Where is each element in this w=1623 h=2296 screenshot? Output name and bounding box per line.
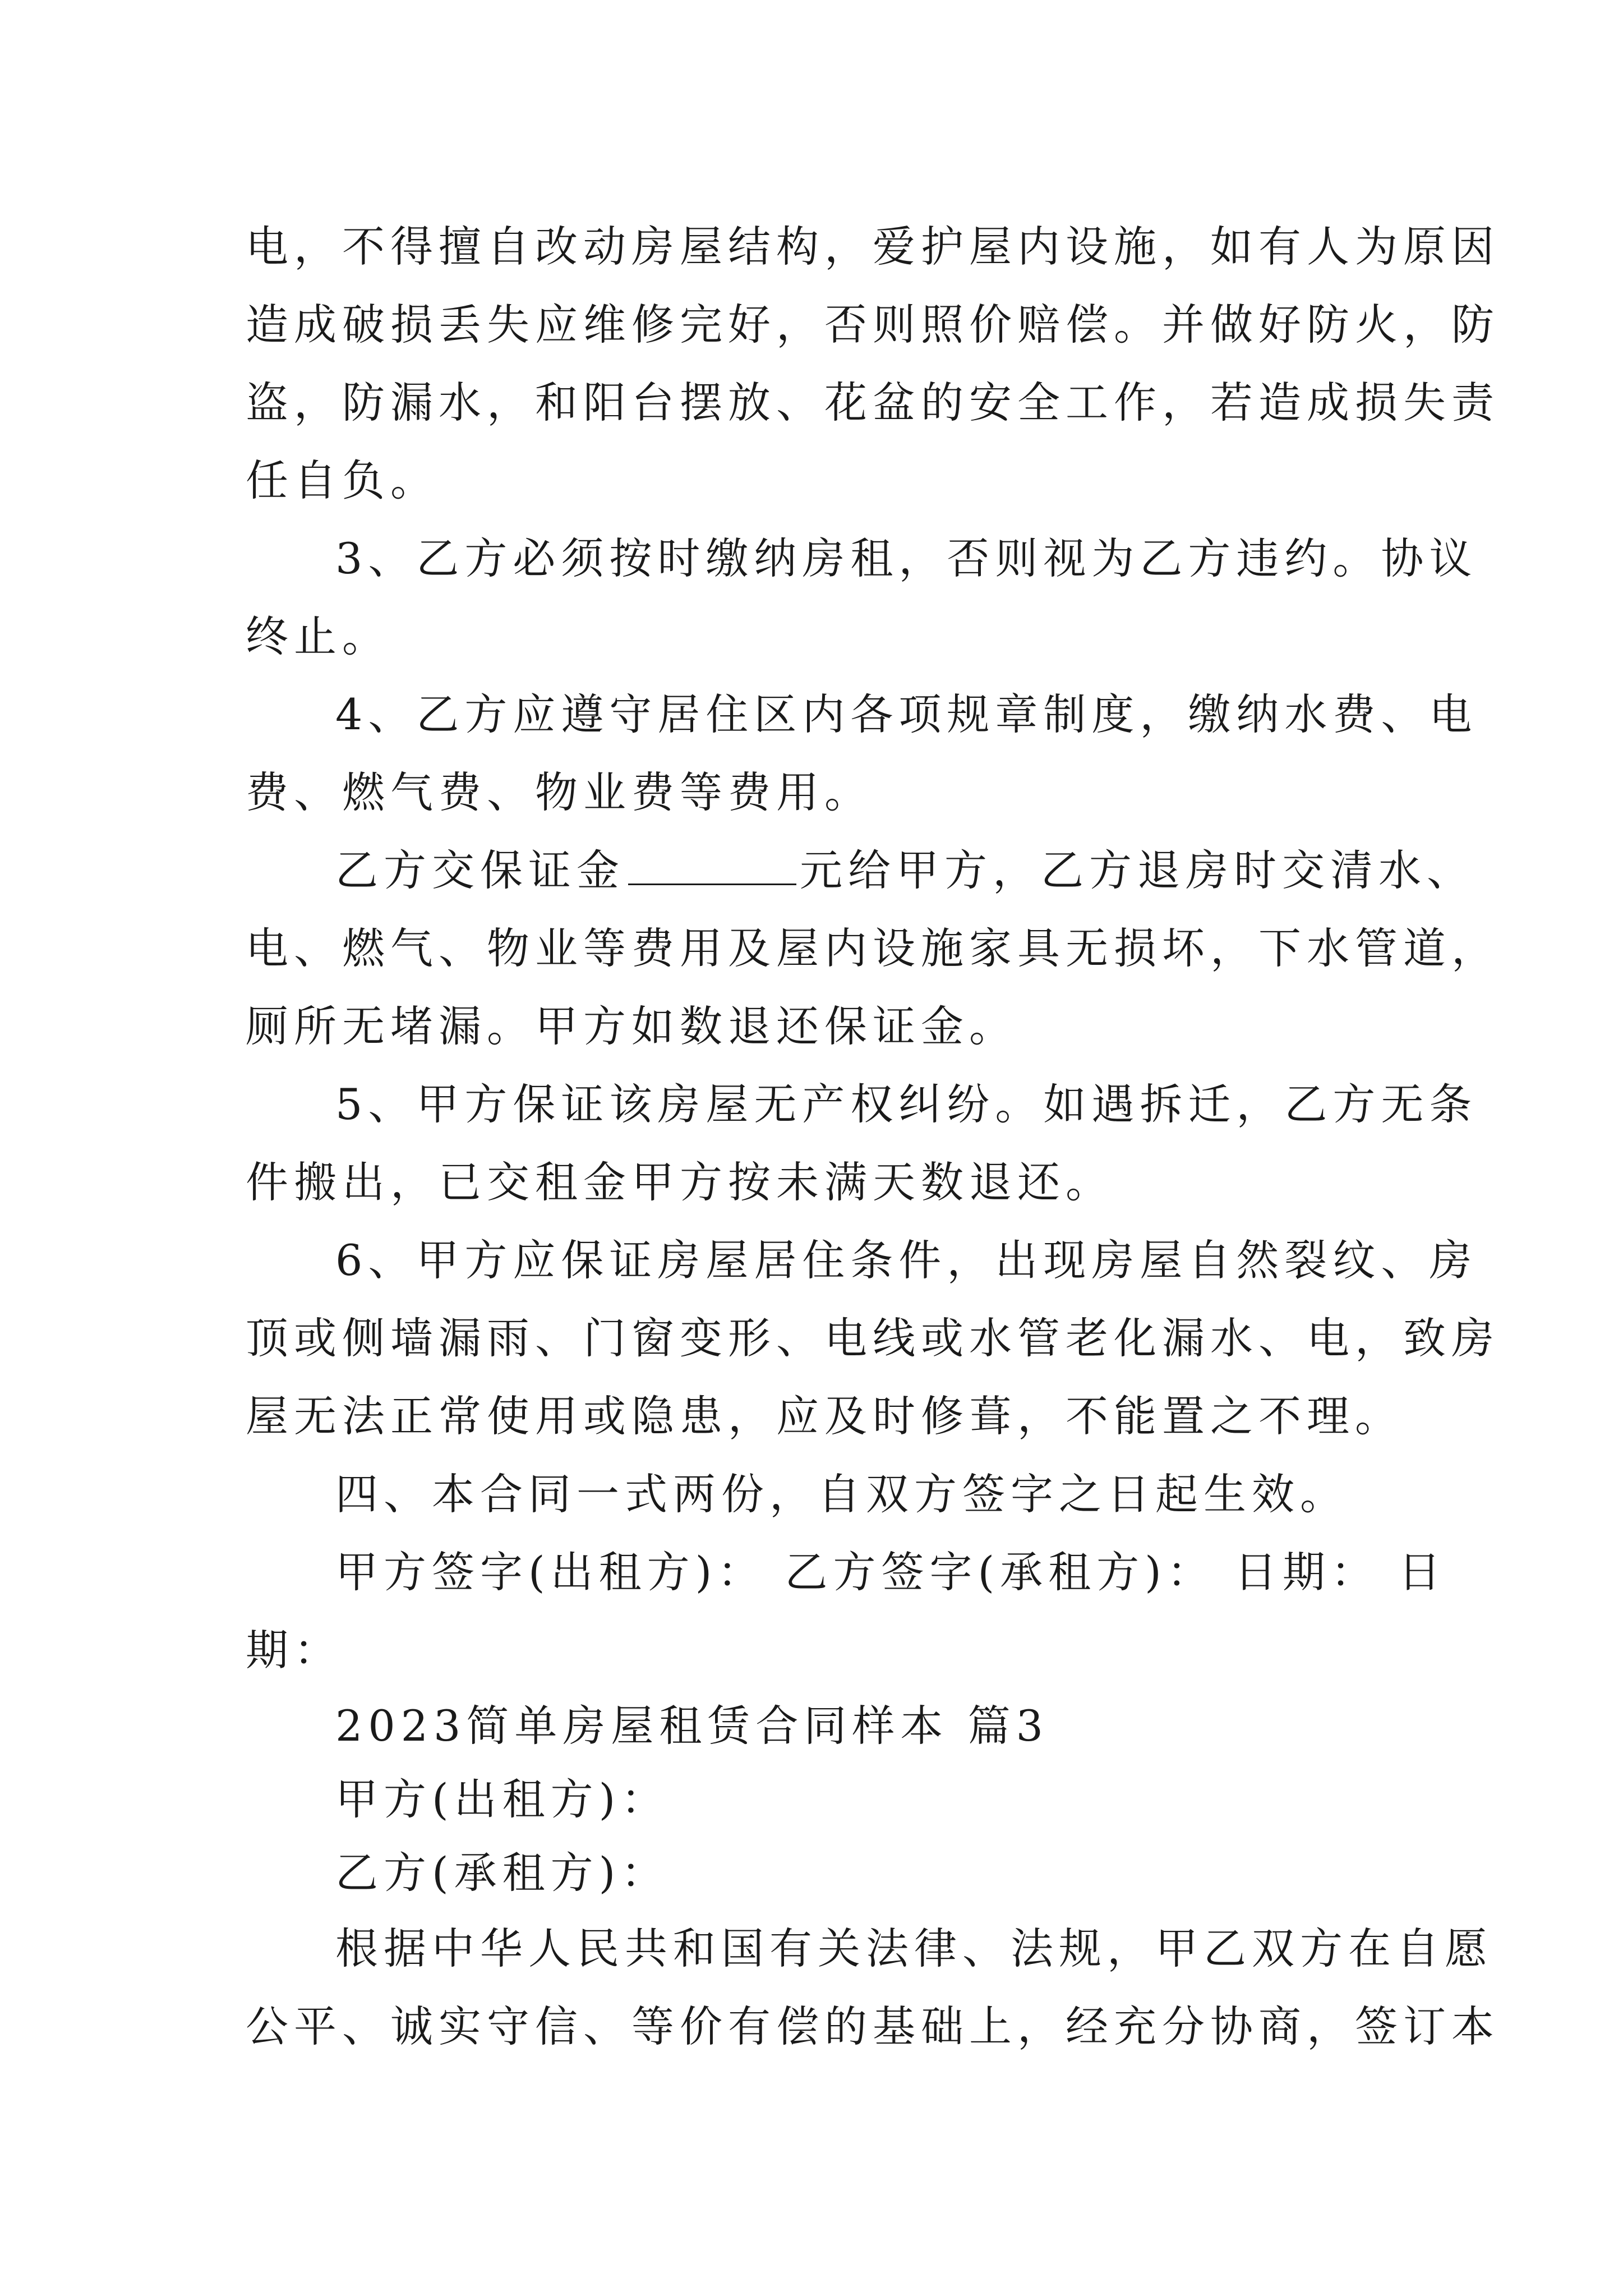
- deposit-line: [246, 831, 1475, 909]
- preamble-line: 公平、诚实守信、等价有偿的基础上，经充分协商，签订本: [246, 2001, 1500, 2051]
- paragraph-line: 厕所无堵漏。甲方如数退还保证金。: [246, 1001, 1017, 1051]
- clause-4-line: 4、乙方应遵守居住区内各项规章制度，缴纳水费、电: [335, 689, 1478, 739]
- paragraph-line: 费、燃气费、物业费等费用。: [246, 767, 873, 817]
- paragraph-line: 盗，防漏水，和阳台摆放、花盆的安全工作，若造成损失责: [246, 378, 1500, 427]
- section-heading: 2023简单房屋租赁合同样本 篇3: [335, 1701, 1049, 1751]
- paragraph-line: 顶或侧墙漏雨、门窗变形、电线或水管老化漏水、电，致房: [246, 1313, 1500, 1363]
- signature-line: 甲方签字(出租方)： 乙方签字(承租方)： 日期： 日: [335, 1547, 1447, 1597]
- section-4-line: 四、本合同一式两份，自双方签字之日起生效。: [335, 1469, 1348, 1519]
- deposit-text-after: 元给甲方，乙方退房时交清水、: [800, 845, 1475, 895]
- deposit-text-before: 乙方交保证金: [335, 845, 625, 895]
- paragraph-line: 电，不得擅自改动房屋结构，爱护屋内设施，如有人为原因: [246, 222, 1500, 272]
- clause-5-line: 5、甲方保证该房屋无产权纠纷。如遇拆迁，乙方无条: [335, 1079, 1478, 1129]
- paragraph-line: 任自负。: [246, 455, 439, 505]
- paragraph-line: 终止。: [246, 611, 390, 661]
- preamble-line: 根据中华人民共和国有关法律、法规，甲乙双方在自愿: [335, 1924, 1493, 1973]
- party-a-line: 甲方(出租方)：: [335, 1774, 670, 1824]
- paragraph-line: 造成破损丢失应维修完好，否则照价赔偿。并做好防火，防: [246, 300, 1500, 349]
- document-body: [246, 208, 1500, 2065]
- paragraph-line: 屋无法正常使用或隐患，应及时修葺，不能置之不理。: [246, 1391, 1403, 1441]
- paragraph-line: 电、燃气、物业等费用及屋内设施家具无损坏，下水管道，: [246, 923, 1500, 973]
- clause-6-line: 6、甲方应保证房屋居住条件，出现房屋自然裂纹、房: [335, 1235, 1478, 1285]
- clause-3-line: 3、乙方必须按时缴纳房租，否则视为乙方违约。协议: [335, 533, 1478, 583]
- deposit-amount-blank: [628, 850, 796, 885]
- paragraph-line: 件搬出，已交租金甲方按未满天数退还。: [246, 1157, 1114, 1207]
- party-b-line: 乙方(承租方)：: [335, 1848, 670, 1898]
- signature-date-line: 期：: [246, 1625, 342, 1675]
